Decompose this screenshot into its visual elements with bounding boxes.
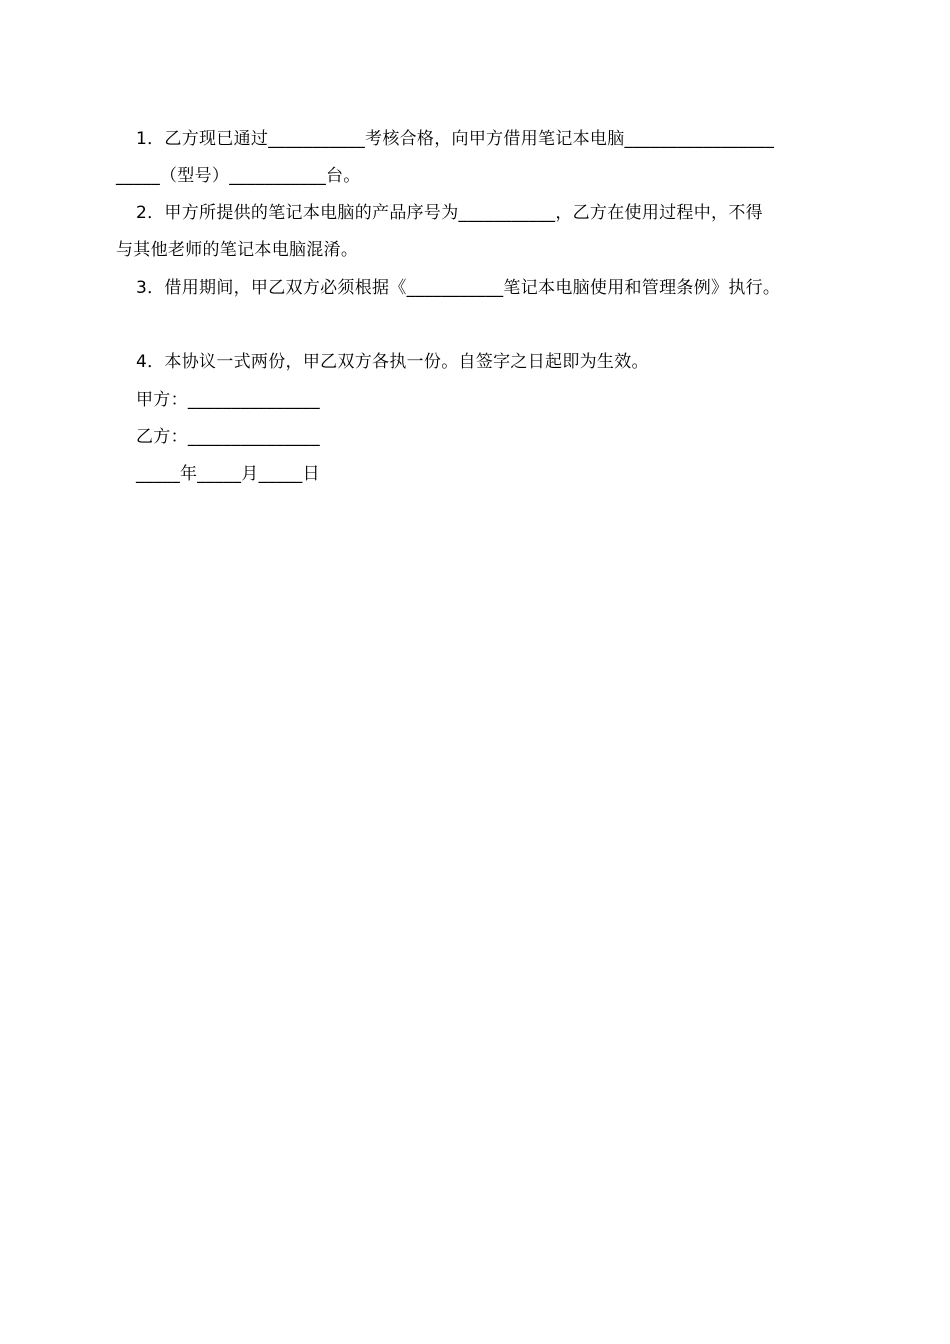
clause-2-line-1: 2．甲方所提供的笔记本电脑的产品序号为___________，乙方在使用过程中，不得: [136, 203, 763, 223]
clause-3: 3．借用期间，甲乙双方必须根据《___________笔记本电脑使用和管理条例》执行。: [136, 278, 781, 298]
signature-date: _____年_____月_____日: [136, 464, 320, 484]
party-b-signature: 乙方：_______________: [136, 427, 320, 447]
clause-1-line-1: 1．乙方现已通过___________考核合格，向甲方借用笔记本电脑_________________: [136, 129, 775, 149]
clause-1-line-2: _____（型号）___________台。: [116, 166, 361, 186]
clause-4: 4．本协议一式两份，甲乙双方各执一份。自签字之日起即为生效。: [136, 352, 649, 372]
clause-2-line-2: 与其他老师的笔记本电脑混淆。: [116, 240, 359, 260]
party-a-signature: 甲方：_______________: [136, 390, 320, 410]
